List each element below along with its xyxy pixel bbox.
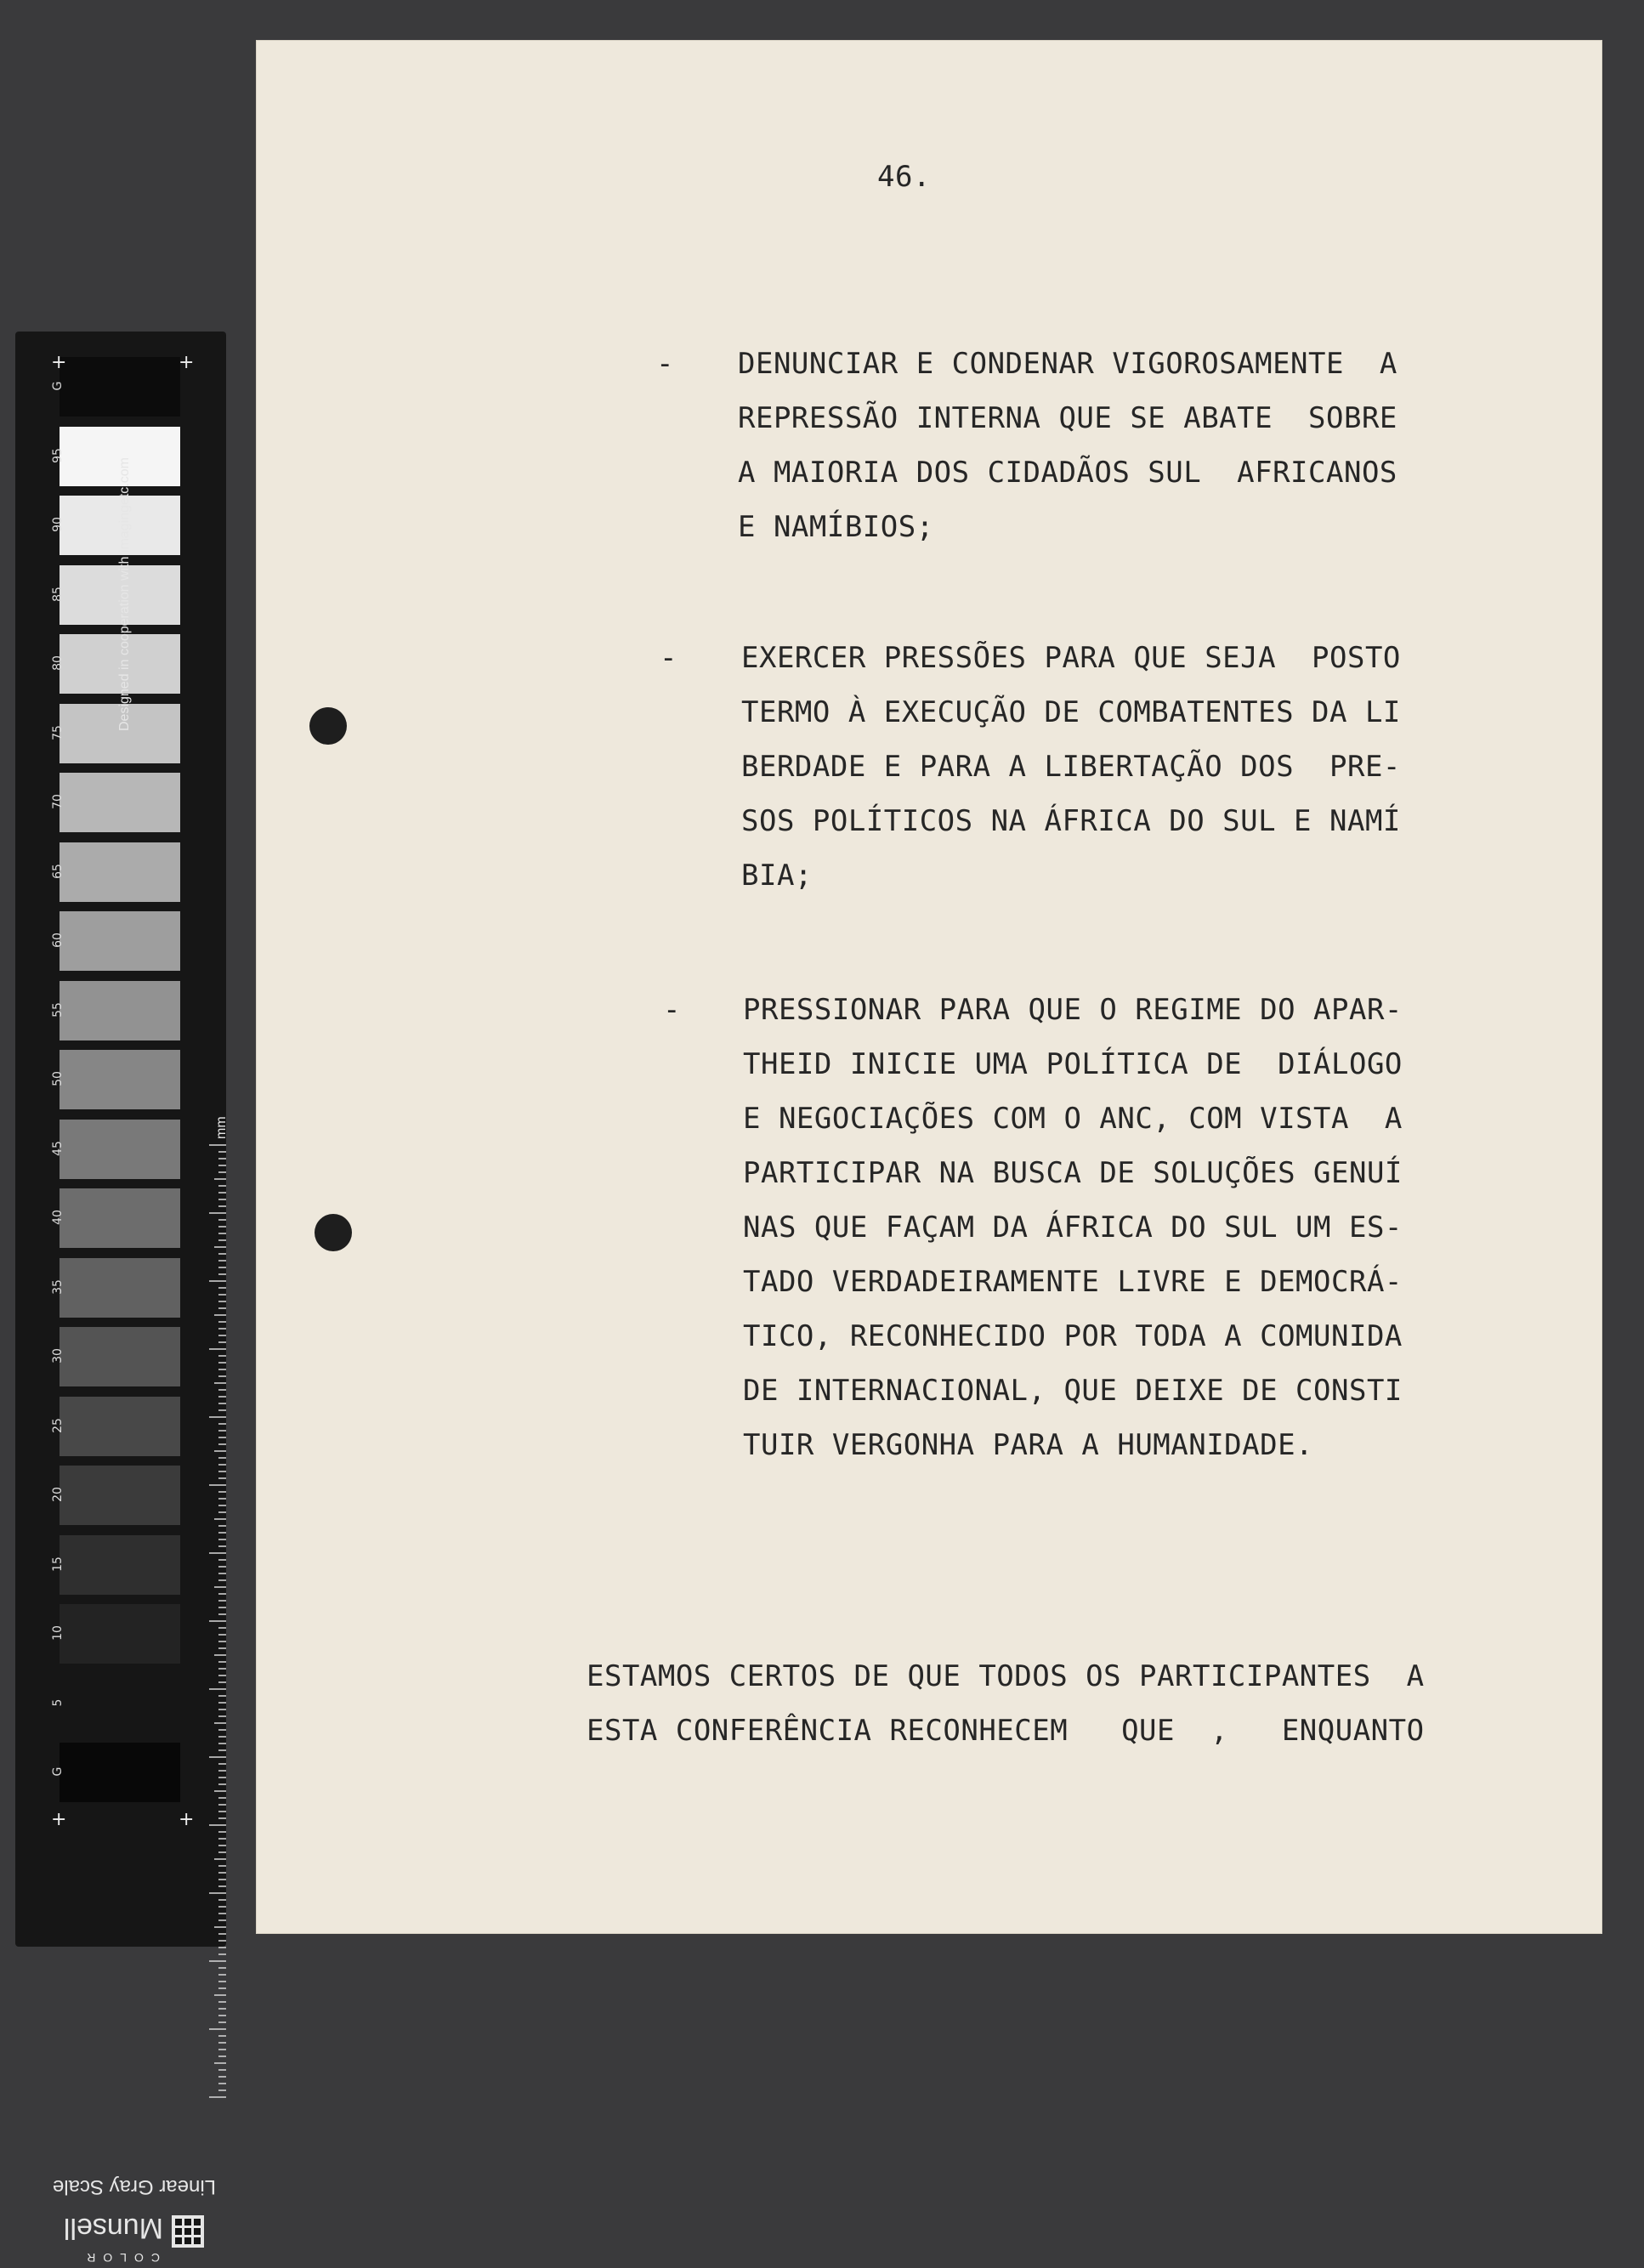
gray-patch (60, 981, 180, 1040)
gray-patch (60, 1258, 180, 1318)
page-number: 46. (877, 160, 931, 194)
patch-number: 25 (51, 1417, 65, 1433)
patch-number: 35 (51, 1279, 65, 1295)
brand-name: Munsell (63, 2212, 163, 2244)
bullet-dash: - (656, 347, 674, 381)
item3-line: TUIR VERGONHA PARA A HUMANIDADE. (743, 1428, 1314, 1462)
brand-sub: COLOR (79, 2251, 160, 2265)
gray-patch (60, 911, 180, 971)
mm-ruler (207, 1143, 226, 2100)
bullet-dash: - (660, 641, 677, 675)
patch-number: 55 (51, 1001, 65, 1018)
munsell-logo-icon (172, 2215, 204, 2248)
item1-line: A MAIORIA DOS CIDADÃOS SUL AFRICANOS (738, 456, 1397, 490)
document-page (257, 41, 1601, 1933)
item3-line: PARTICIPAR NA BUSCA DE SOLUÇÕES GENUÍ (743, 1156, 1403, 1190)
patch-number: 20 (51, 1487, 65, 1502)
patch-number: 95 (51, 447, 65, 463)
closing-line: ESTA CONFERÊNCIA RECONHECEM QUE , ENQUANTO (587, 1714, 1425, 1748)
patch-number: 5 (51, 1698, 65, 1706)
gray-patch (60, 1535, 180, 1595)
plus-mark: + (179, 352, 195, 373)
punch-hole (315, 1214, 352, 1251)
patch-number: 50 (51, 1071, 65, 1086)
item3-line: TADO VERDADEIRAMENTE LIVRE E DEMOCRÁ- (743, 1265, 1403, 1299)
gray-patch (60, 1397, 180, 1456)
punch-hole (309, 707, 347, 745)
patch-number: 70 (51, 794, 65, 809)
item3-line: E NEGOCIAÇÕES COM O ANC, COM VISTA A (743, 1102, 1403, 1136)
gray-patch (60, 1674, 180, 1733)
gray-patch (60, 1604, 180, 1664)
gray-patch (60, 842, 180, 902)
item1-line: DENUNCIAR E CONDENAR VIGOROSAMENTE A (738, 347, 1397, 381)
gray-patch (60, 1466, 180, 1525)
mm-label: mm (214, 1116, 229, 1139)
patch-number: 40 (51, 1210, 65, 1225)
patch-number: 60 (51, 933, 65, 948)
plus-mark: + (179, 1809, 195, 1830)
item3-line: PRESSIONAR PARA QUE O REGIME DO APAR- (743, 993, 1403, 1027)
item1-line: E NAMÍBIOS; (738, 510, 934, 544)
item2-line: TERMO À EXECUÇÃO DE COMBATENTES DA LI (741, 695, 1401, 729)
munsell-brand (49, 2208, 219, 2268)
patch-number: 85 (51, 586, 65, 602)
patch-number: G (51, 381, 65, 391)
item3-line: DE INTERNACIONAL, QUE DEIXE DE CONSTI (743, 1374, 1403, 1408)
closing-line: ESTAMOS CERTOS DE QUE TODOS OS PARTICIPANTES A (587, 1659, 1425, 1693)
patch-number: 80 (51, 655, 65, 671)
bullet-dash: - (663, 993, 681, 1027)
patch-number: 45 (51, 1140, 65, 1156)
item3-line: THEID INICIE UMA POLÍTICA DE DIÁLOGO (743, 1047, 1403, 1081)
item2-line: EXERCER PRESSÕES PARA QUE SEJA POSTO (741, 641, 1401, 675)
gray-patch (60, 1327, 180, 1386)
plus-mark: + (51, 352, 67, 373)
gray-patch (60, 773, 180, 832)
patch-number: 75 (51, 724, 65, 740)
plus-mark: + (51, 1809, 67, 1830)
gray-patch (60, 1050, 180, 1109)
item3-line: NAS QUE FAÇAM DA ÁFRICA DO SUL UM ES- (743, 1211, 1403, 1245)
item2-line: BERDADE E PARA A LIBERTAÇÃO DOS PRE- (741, 750, 1401, 784)
gray-patch (60, 1188, 180, 1248)
item1-line: REPRESSÃO INTERNA QUE SE ABATE SOBRE (738, 401, 1397, 435)
gray-patch (60, 1743, 180, 1802)
designed-credit: Designed in cooperation with imagingetc.com (117, 457, 132, 731)
item2-line: BIA; (741, 859, 813, 893)
patch-number: 30 (51, 1348, 65, 1364)
patch-number: G (51, 1766, 65, 1777)
patch-number: 10 (51, 1625, 65, 1641)
item2-line: SOS POLÍTICOS NA ÁFRICA DO SUL E NAMÍ (741, 804, 1401, 838)
gray-scale-card (15, 332, 229, 2265)
item3-line: TICO, RECONHECIDO POR TODA A COMUNIDA (743, 1319, 1403, 1353)
scale-title: Linear Gray Scale (52, 2175, 217, 2198)
patch-number: 90 (51, 517, 65, 532)
patch-number: 65 (51, 863, 65, 879)
gray-patch (60, 1120, 180, 1179)
patch-number: 15 (51, 1556, 65, 1572)
